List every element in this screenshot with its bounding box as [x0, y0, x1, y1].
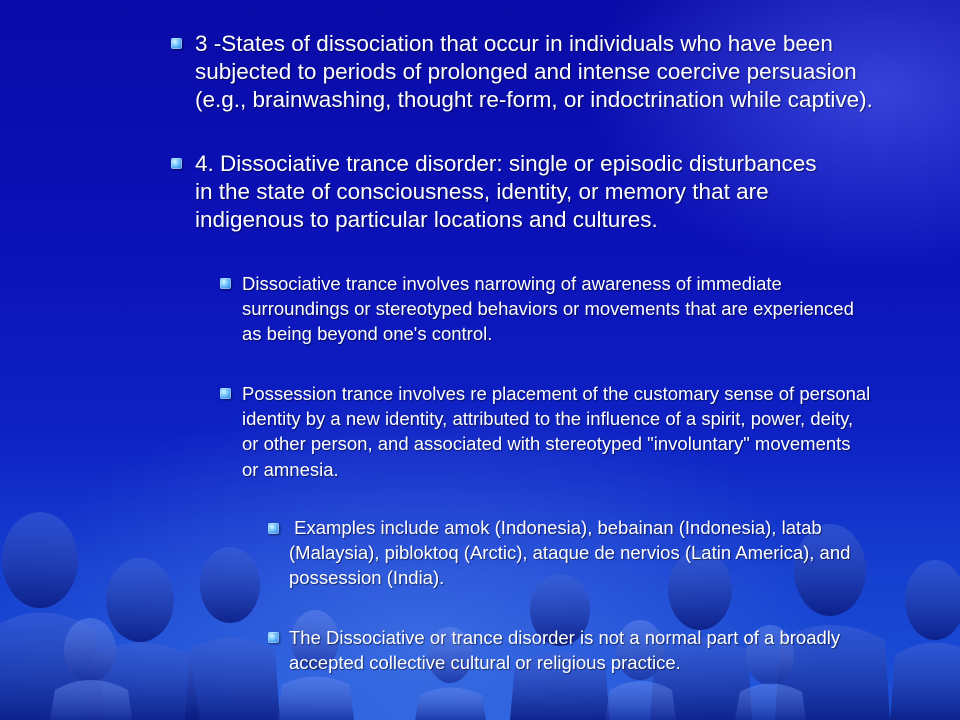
bullet-text: Examples include amok (Indonesia), bebainan (Indonesia), latab (Malaysia), pibloktoq (Arctic), ataque de nervios (Latin America), and possession (India). [289, 517, 856, 589]
bullet-text: The Dissociative or trance disorder is not a normal part of a broadly accepted collective cultural or religious practice. [289, 627, 841, 674]
square-bullet-icon [220, 278, 231, 289]
square-bullet-icon [171, 158, 182, 169]
square-bullet-icon [220, 388, 231, 399]
bullet-text: 4. Dissociative trance disorder: single or episodic disturbances in the state of consciousness, identity, or memory that are indigenous to particular locations and cultures. [195, 151, 817, 232]
square-bullet-icon [268, 632, 279, 643]
square-bullet-icon [171, 38, 182, 49]
bullet-text: Dissociative trance involves narrowing of awareness of immediate surroundings or stereotyped behaviors or movements that are experienced as being beyond one's control. [242, 273, 854, 345]
bullet-text: 3 -States of dissociation that occur in individuals who have been subjected to periods of prolonged and intense coercive persuasion (e.g., brainwashing, thought re-form, or indoctrination while captive). [195, 31, 873, 112]
square-bullet-icon [268, 523, 279, 534]
bullet-text: Possession trance involves re placement of the customary sense of personal identity by a new identity, attributed to the influence of a spirit, power, deity, or other person, and associated with stereotyped "involuntary" movements or amnesia. [242, 383, 871, 480]
